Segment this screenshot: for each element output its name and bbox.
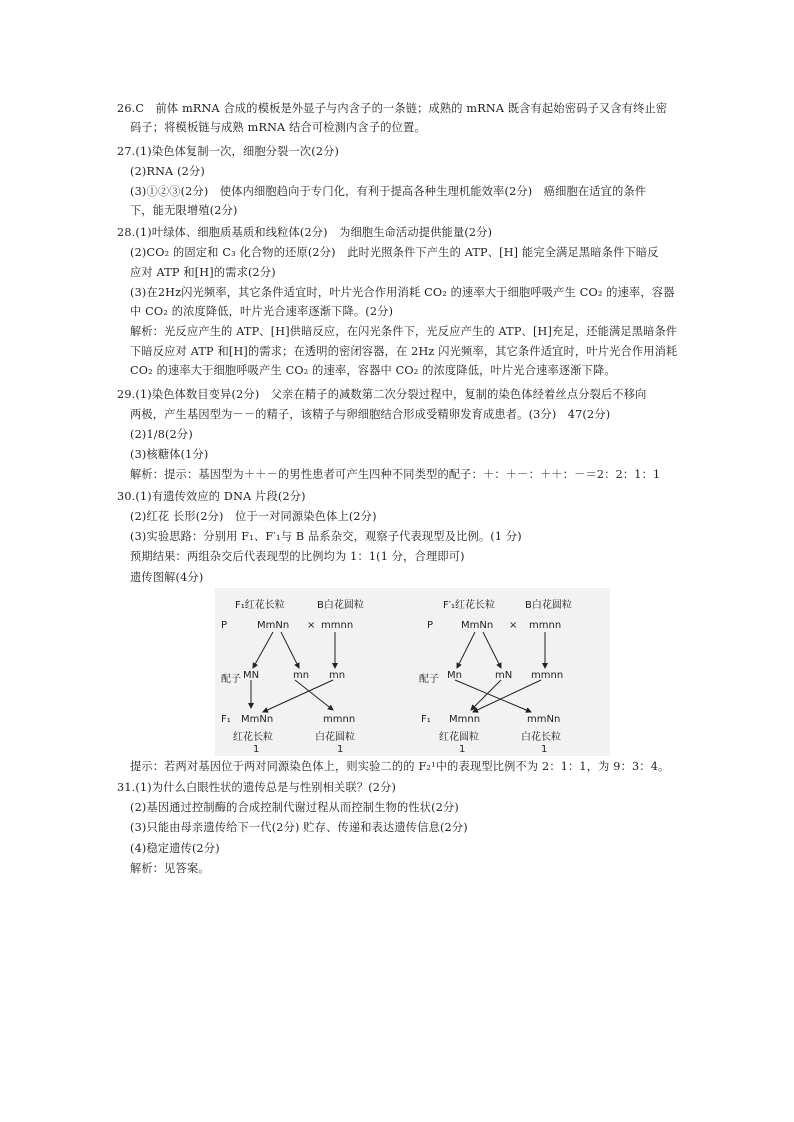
left-gamete-3: mn (329, 670, 346, 681)
answer-line: 预期结果：两组杂交后代表现型的比例均为 1：1(1 分，合理即可) (130, 550, 465, 563)
answer-line: 解析：光反应产生的 ATP、[H]供暗反应，在闪光条件下，光反应产生的 ATP、[H]充足，还能满足黑暗条件 (130, 325, 678, 338)
answer-line: 30.(1)有遗传效应的 DNA 片段(2分) (117, 490, 306, 503)
right-offspring-2-phenotype: 白花长粒 (521, 732, 561, 743)
answer-line: (2)CO₂ 的固定和 C₃ 化合物的还原(2分) 此时光照条件下产生的 ATP、[H] 能完全满足黑暗条件下暗反 (130, 246, 659, 259)
answer-line: (3)在2Hz闪光频率，其它条件适宜时，叶片光合作用消耗 CO₂ 的速率大于细胞呼吸产生 CO₂ 的速率，容器 (130, 286, 675, 299)
answer-line: (4)稳定遗传(2分) (130, 842, 220, 855)
genetic-diagram (215, 588, 610, 756)
answer-line: CO₂ 的速率大于细胞呼吸产生 CO₂ 的速率，容器中 CO₂ 的浓度降低，叶片光合速率逐渐下降。 (130, 364, 616, 377)
right-f1-label: F′₁红花长粒 (443, 600, 496, 611)
answer-line: 28.(1)叶绿体、细胞质基质和线粒体(2分) 为细胞生命活动提供能量(2分) (117, 226, 493, 239)
left-gamete-2: mn (293, 670, 310, 681)
answer-line: (3)①②③(2分) 使体内细胞趋向于专门化，有利于提高各种生理机能效率(2分) 癌细胞在适宜的条件 (130, 185, 647, 198)
left-f1-label: F₁红花长粒 (235, 600, 285, 611)
right-gamete-3: mmnn (531, 670, 564, 681)
left-f1-genotype: MmNn (257, 620, 290, 631)
left-offspring-1-genotype: MmNn (241, 714, 274, 725)
right-p-label: P (427, 620, 434, 631)
left-gamete-label: 配子 (221, 674, 241, 685)
answer-line: 解析：见答案。 (130, 862, 210, 875)
left-gamete-1: MN (243, 670, 260, 681)
right-f1-genotype: MmNn (461, 620, 494, 631)
answer-line: 下，能无限增殖(2分) (130, 204, 238, 217)
answer-line: 遗传图解(4分) (130, 571, 204, 584)
right-offspring-1-phenotype: 红花圆粒 (439, 732, 479, 743)
right-ratio-1: 1 (459, 744, 466, 755)
left-ratio-1: 1 (253, 744, 260, 755)
answer-line: (2)1/8(2分) (130, 428, 193, 441)
answer-line: (3)实验思路：分别用 F₁、F′₁与 B 品系杂交，观察子代表现型及比例。(1 分) (130, 530, 522, 543)
right-gamete-1: Mn (447, 670, 462, 681)
right-gamete-2: mN (495, 670, 513, 681)
right-offspring-1-genotype: Mmnn (449, 714, 481, 725)
left-p-label: P (221, 620, 228, 631)
answer-line: 26.C 前体 mRNA 合成的模板是外显子与内含子的一条链；成熟的 mRNA 既含有起始密码子又含有终止密 (117, 102, 668, 115)
left-b-genotype: mmnn (321, 620, 354, 631)
answer-line: (3)核糖体(1分) (130, 448, 209, 461)
right-offspring-label: F₁ (421, 714, 431, 725)
right-ratio-2: 1 (541, 744, 548, 755)
answer-line: 提示：若两对基因位于两对同源染色体上，则实验二的的 F₂¹中的表现型比例不为 2：1：1，为 9：3：4。 (130, 760, 670, 773)
answer-line: 29.(1)染色体数目变异(2分) 父亲在精子的减数第二次分裂过程中，复制的染色体经着丝点分裂后不移向 (117, 388, 647, 401)
left-offspring-2-genotype: mmnn (323, 714, 356, 725)
right-cross-symbol: × (509, 620, 518, 631)
answer-line: 两极，产生基因型为－－的精子，该精子与卵细胞结合形成受精卵发育成患者。(3分) 47(2分) (130, 408, 611, 421)
answer-line: (2)基因通过控制酶的合成控制代谢过程从而控制生物的性状(2分) (130, 801, 459, 814)
answer-line: (2)红花 长形(2分) 位于一对同源染色体上(2分) (130, 510, 377, 523)
answer-line: (2)RNA (2分) (130, 165, 205, 178)
left-b-label: B白花圆粒 (317, 600, 364, 611)
right-b-genotype: mmnn (529, 620, 562, 631)
answer-line: 31.(1)为什么白眼性状的遗传总是与性别相关联？(2分) (117, 781, 397, 794)
answer-line: 27.(1)染色体复制一次，细胞分裂一次(2分) (117, 145, 340, 158)
left-offspring-2-phenotype: 白花圆粒 (315, 732, 355, 743)
answer-line: 中 CO₂ 的浓度降低，叶片光合速率逐渐下降。(2分) (130, 305, 394, 318)
right-b-label: B白花圆粒 (525, 600, 572, 611)
left-offspring-1-phenotype: 红花长粒 (233, 732, 273, 743)
answer-line: 解析：提示：基因型为＋＋－的男性患者可产生四种不同类型的配子：＋：＋－：＋＋：－＝2：2：1：1 (130, 468, 661, 481)
answer-line: 下暗反应对 ATP 和[H]的需求；在透明的密闭容器，在 2Hz 闪光频率，其它条件适宜时，叶片光合作用消耗 (130, 345, 678, 358)
right-gamete-label: 配子 (419, 674, 439, 685)
answer-line: 码子；将模板链与成熟 mRNA 结合可检测内含子的位置。 (130, 121, 426, 134)
left-cross-symbol: × (307, 620, 316, 631)
left-ratio-2: 1 (337, 744, 344, 755)
answer-line: 应对 ATP 和[H]的需求(2分) (130, 266, 276, 279)
answer-line: (3)只能由母亲遗传给下一代(2分) 贮存、传递和表达遗传信息(2分) (130, 821, 468, 834)
left-offspring-label: F₁ (221, 714, 231, 725)
right-offspring-2-genotype: mmNn (527, 714, 561, 725)
